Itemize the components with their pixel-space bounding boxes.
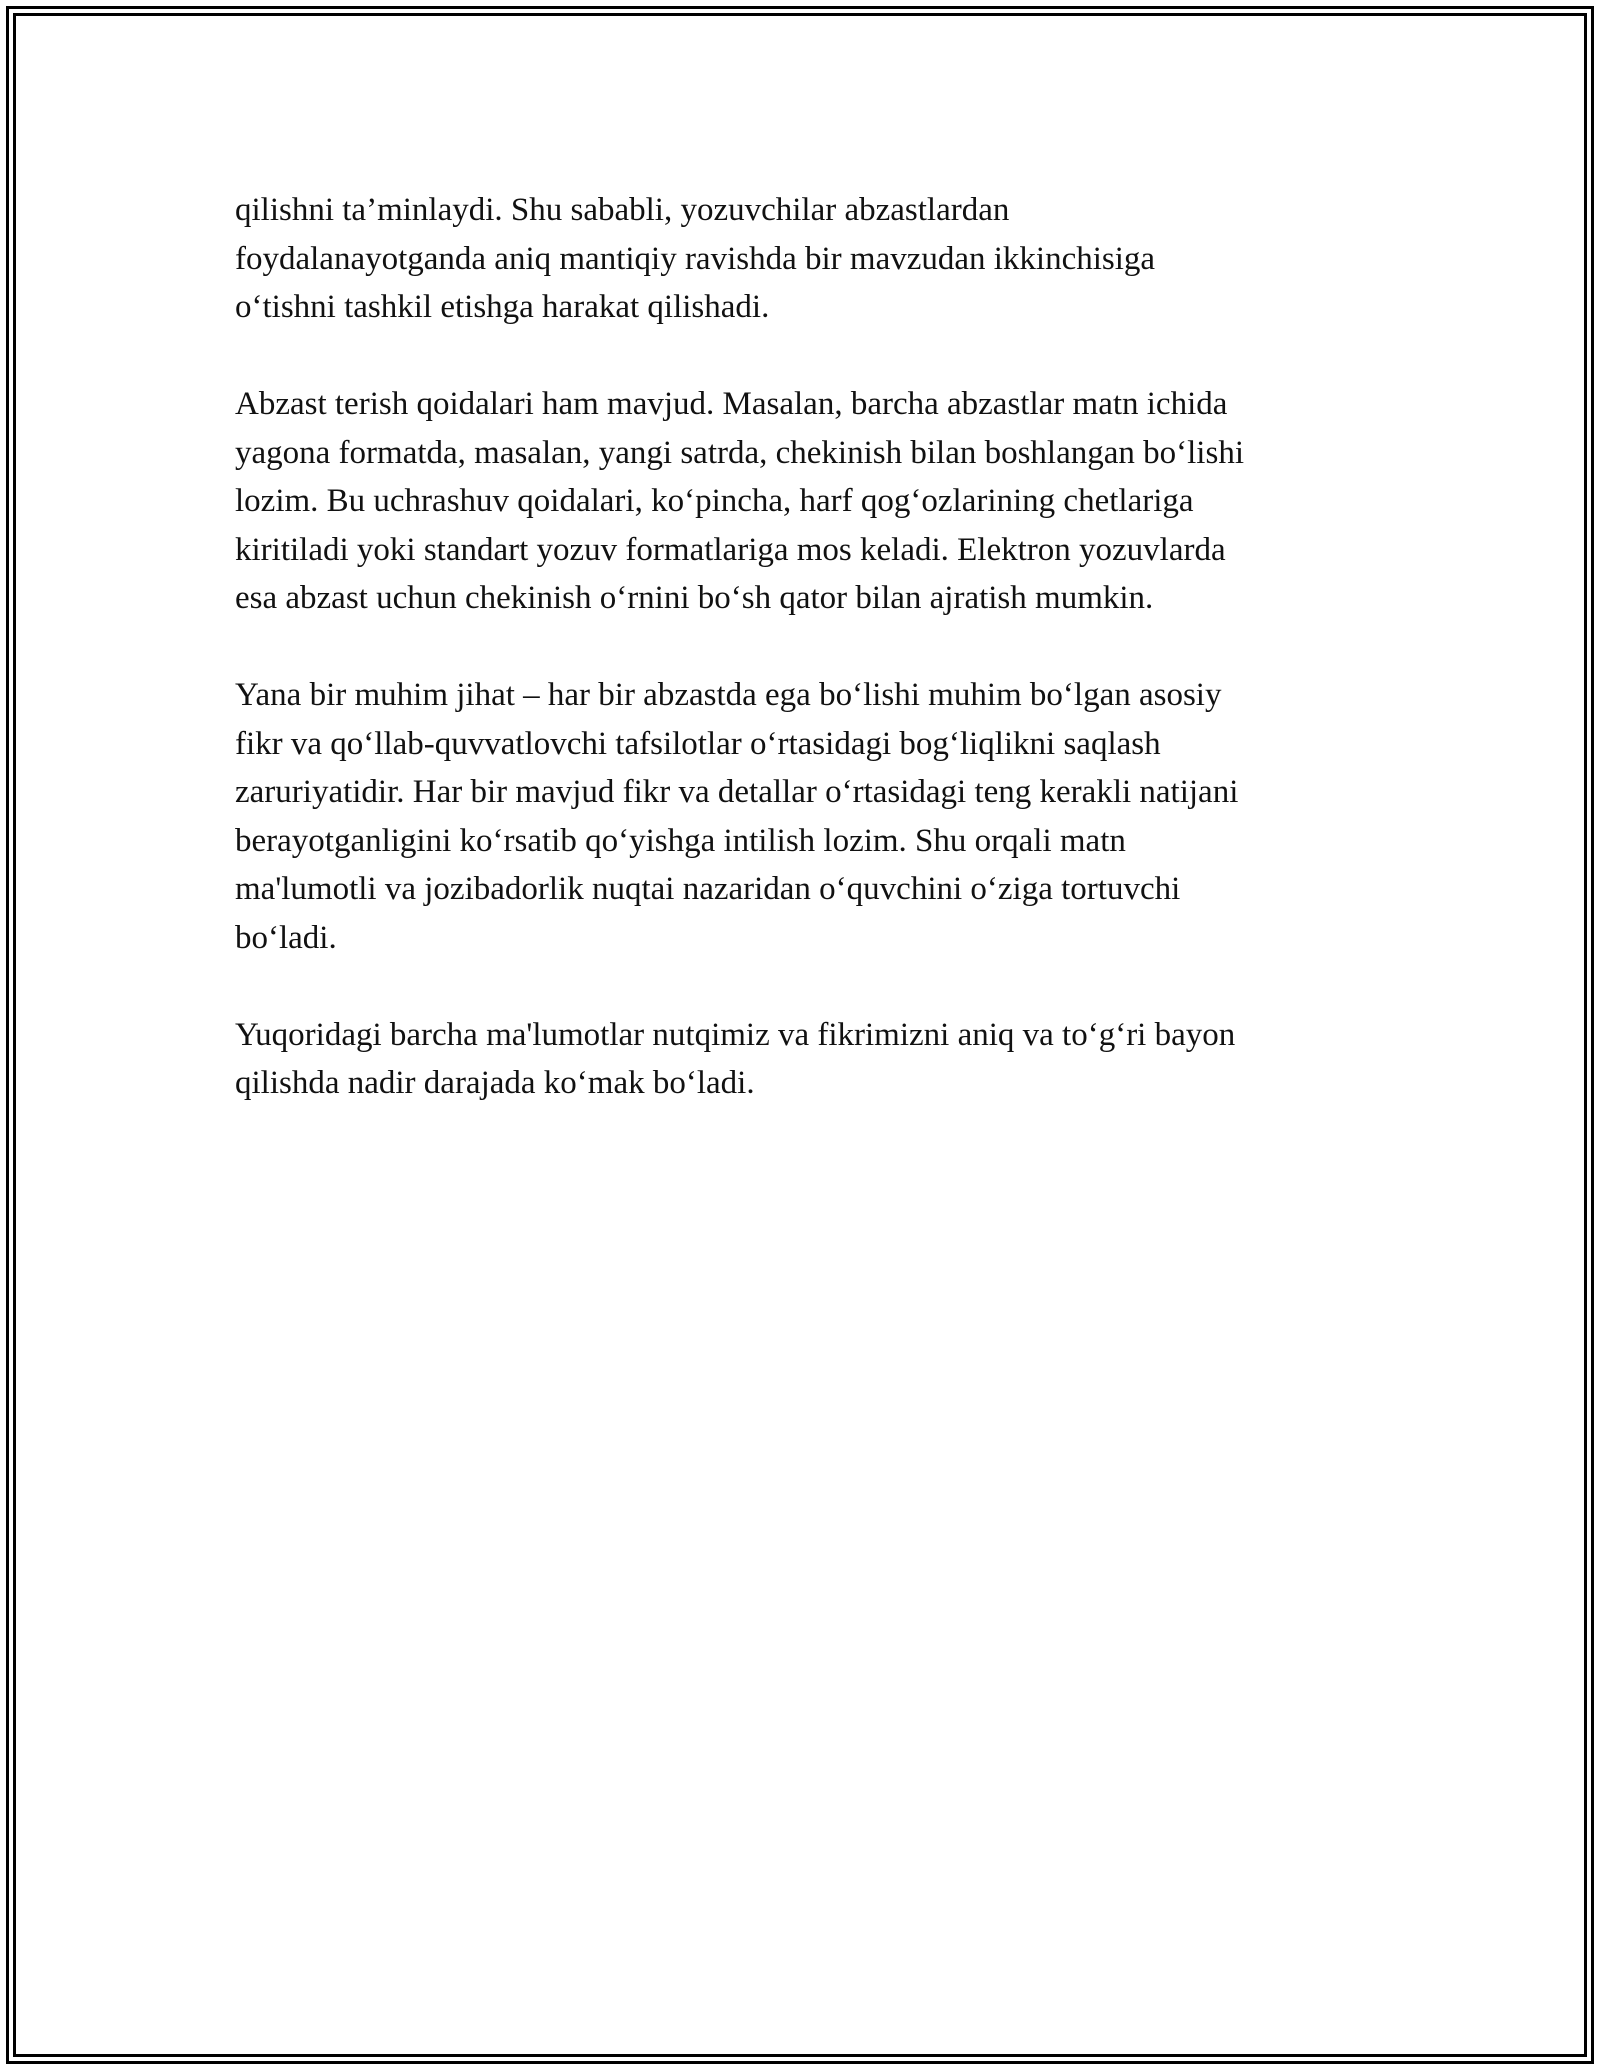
text-line: lozim. Bu uchrashuv qoidalari, ko‘pincha, harf qog‘ozlarining chetlariga — [235, 483, 1194, 519]
text-line: ma'lumotli va jozibadorlik nuqtai nazaridan o‘quvchini o‘ziga tortuvchi — [235, 871, 1181, 907]
text-line: fikr va qo‘llab-quvvatlovchi tafsilotlar o‘rtasidagi bog‘liqlikni saqlash — [235, 725, 1161, 762]
text-line: qilishni ta’minlaydi. Shu sababli, yozuvchilar abzastlardan — [235, 192, 1010, 228]
text-line: yagona formatda, masalan, yangi satrda, chekinish bilan boshlangan bo‘lishi — [235, 434, 1244, 471]
text-line: o‘tishni tashkil etishga harakat qilishadi. — [235, 289, 770, 325]
text-line: qilishda nadir darajada ko‘mak bo‘ladi. — [235, 1065, 755, 1101]
text-line: bo‘ladi. — [235, 919, 337, 956]
paragraph-2 — [235, 380, 1375, 623]
text-line: Abzast terish qoidalari ham mavjud. Masalan, barcha abzastlar matn ichida — [235, 386, 1228, 422]
text-line: esa abzast uchun chekinish o‘rnini bo‘sh qator bilan ajratish mumkin. — [235, 580, 1154, 616]
paragraph-3 — [235, 671, 1375, 962]
text-line: berayotganligini ko‘rsatib qo‘yishga intilish lozim. Shu orqali matn — [235, 822, 1126, 859]
paragraph-1 — [235, 186, 1375, 332]
text-line: kiritiladi yoki standart yozuv formatlariga mos keladi. Elektron yozuvlarda — [235, 531, 1226, 568]
paragraph-4 — [235, 1011, 1375, 1108]
document-text — [235, 186, 1375, 1156]
text-line: foydalanayotganda aniq mantiqiy ravishda bir mavzudan ikkinchisiga — [235, 240, 1156, 277]
text-line: Yuqoridagi barcha ma'lumotlar nutqimiz va fikrimizni aniq va to‘g‘ri bayon — [235, 1016, 1236, 1053]
text-line: zaruriyatidir. Har bir mavjud fikr va detallar o‘rtasidagi teng kerakli natijani — [235, 774, 1239, 810]
text-line: Yana bir muhim jihat – har bir abzastda ega bo‘lishi muhim bo‘lgan asosiy — [235, 677, 1222, 713]
